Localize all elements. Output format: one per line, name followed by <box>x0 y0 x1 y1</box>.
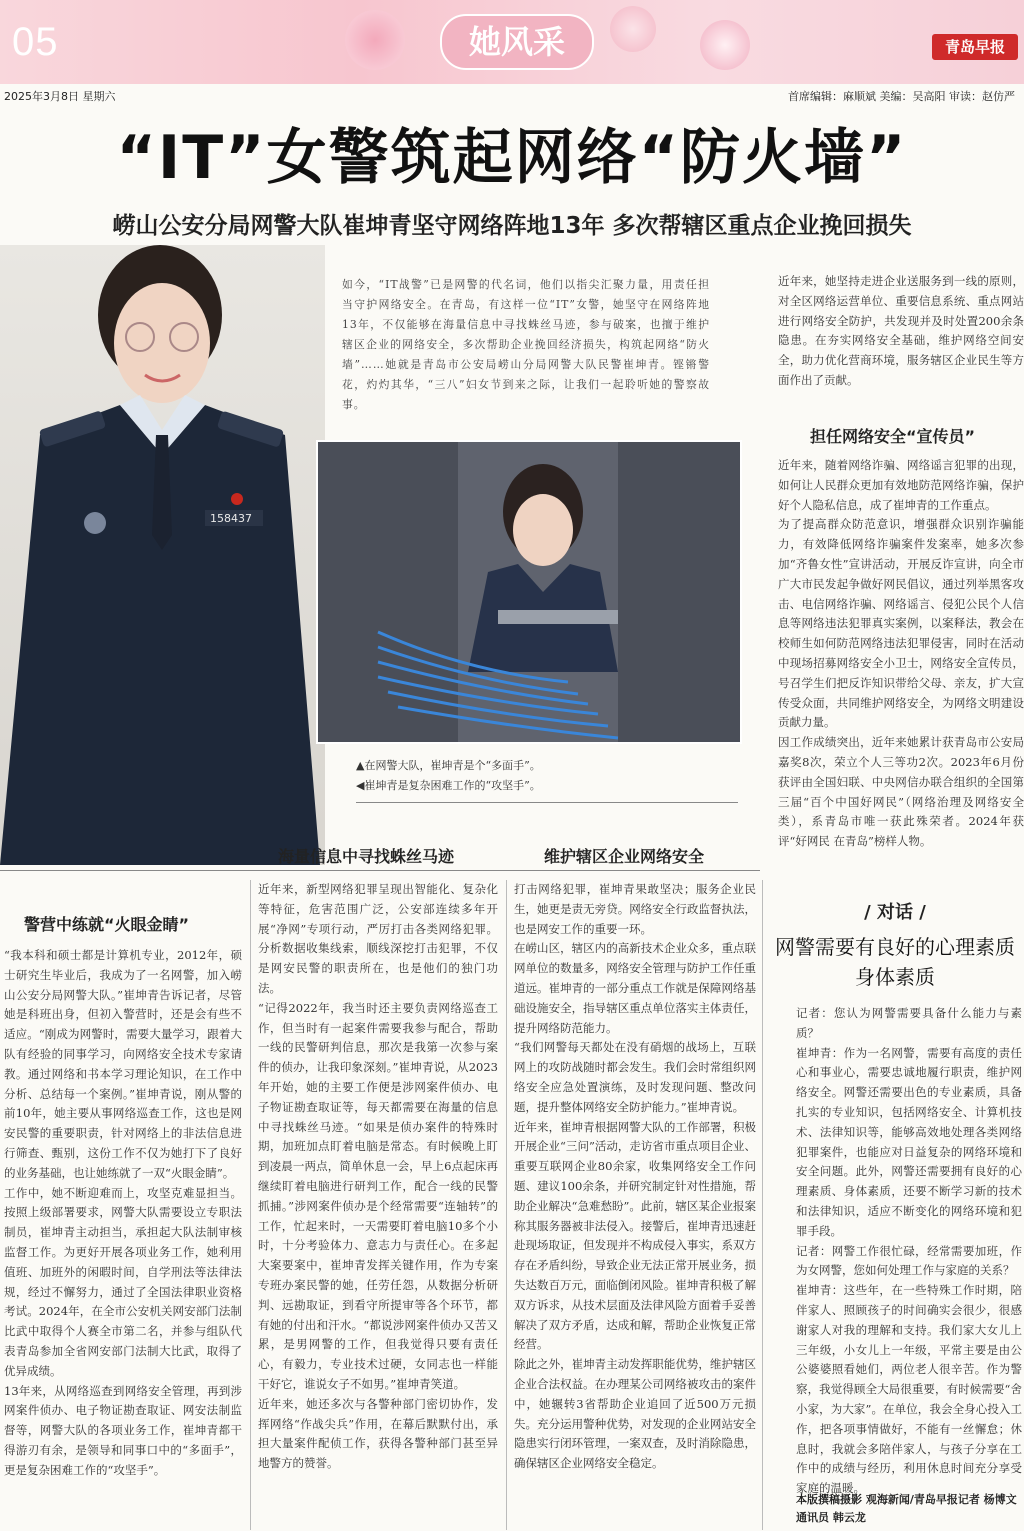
article-subheadline: 崂山公安分局网警大队崔坤青坚守网络阵地13年 多次帮辖区重点企业挽回损失 <box>112 213 912 239</box>
photo-captions <box>356 756 541 796</box>
divider <box>356 802 738 803</box>
article-headline: “IT”女警筑起网络“防火墙” <box>116 123 908 193</box>
issue-date: 2025年3月8日 星期六 <box>4 90 116 103</box>
section-heading: 维护辖区企业网络安全 <box>544 847 705 866</box>
page-banner <box>0 0 1024 84</box>
col1-text: “我本科和硕士都是计算机专业，2012年，硕士研究生毕业后，我成为了一名网警，加入崂山公安分局网警大队。”崔坤青告诉记者，尽管她是科班出身，但初入警营时，还是会有些不适应。“刚成为网警时，需要大量学习，跟着大队有经验的同事学习，向网络安全技术专家请教。通过网络和书本学习理论知识，在工作中分析、总结每一个案例。”崔坤青说，刚从警的前10年，她主要从事网络巡查工作，这也是网安民警的重要职责，针对网络上的非法信息进行筛查、甄别，这份工作不仅为她打下了良好的业务基础，也让她练就了一双“火眼金睛”。 工作中，她不断迎难而上，攻坚克难显担当。按照上级部署要求，网警大队需要设立专职法制员，崔坤青主动担当，承担起大队法制审核监督工作。为更好开展各项业务工作，她利用值班、加班外的闲暇时间，自学刑法等法律法规，经过不懈努力，通过了全国法律职业资格考试。2024年，在全市公安机关网安部门法制比武中取得个人赛全市第二名，并参与组队代表青岛参加全省网安部门法制大比武，取得了优异成绩。 13年来，从网络巡查到网络安全管理，再到涉网案件侦办、电子物证勘查取证、网安法制监督等，网警大队的各项业务工作，崔坤青都干得游刃有余，是领导和同事口中的“多面手”，更是复杂困难工作的“攻坚手”。 <box>4 948 242 1477</box>
dialogue-title: 网警需要有良好的心理素质身体素质 <box>775 935 1015 989</box>
editors-line: 首席编辑：麻顺斌 美编：吴高阳 审读：赵仿严 <box>788 90 1015 103</box>
section-heading: 警营中练就“火眼金睛” <box>24 915 190 934</box>
divider <box>0 870 760 871</box>
section-heading: 海量信息中寻找蛛丝马迹 <box>278 847 455 866</box>
dialogue-label: / 对话 / <box>864 902 926 923</box>
col4-mid-text: 近年来，随着网络诈骗、网络谣言犯罪的出现，如何让人民群众更加有效地防范网络诈骗，保护好个人隐私信息，成了崔坤青的工作重点。 为了提高群众防范意识，增强群众识别诈骗能力，有效降低网络诈骗案件发案率，她多次参加“齐鲁女性”宣讲活动，开展反诈宣讲，向全市广大市民发起争做好网民倡议，通过列举黑客攻击、电信网络诈骗、网络谣言、侵犯公民个人信息等网络违法犯罪真实案例，以案释法，教会在校师生如何防范网络违法犯罪侵害，同时在活动中现场招募网络安全小卫士，网络安全宣传员，号召学生们把反诈知识带给父母、亲友，扩大宣传受众面，共同维护网络安全，为网络文明建设贡献力量。 因工作成绩突出，近年来她累计获青岛市公安局嘉奖8次，荣立个人三等功2次。2023年6月份获评由全国妇联、中央网信办联合组织的全国第三届“百个中国好网民”（网络治理及网络安全类），系青岛市唯一获此殊荣者。2024年获评“好网民 在青岛”榜样人物。 <box>778 458 1024 849</box>
col3-text: 打击网络犯罪，崔坤青果敢坚决；服务企业民生，她更是责无旁贷。网络安全行政监督执法，也是网安工作的重要一环。 在崂山区，辖区内的高新技术企业众多，重点联网单位的数量多，网络安全管理与防护工作任重道远。崔坤青的一部分重点工作就是保障网络基础设施安全，指导辖区重点单位落实主体责任，提升网络防范能力。 “我们网警每天都处在没有硝烟的战场上，互联网上的攻防战随时都会发生。我们会时常组织网络安全应急处置演练，及时发现问题、整改问题，提升整体网络安全防护能力。”崔坤青说。 近年来，崔坤青根据网警大队的工作部署，积极开展企业“三问”活动，走访省市重点项目企业、重要互联网企业80余家，收集网络安全工作问题、建议100余条，并研究制定针对性措施，帮助企业解决“急难愁盼”。此前，辖区某企业报案称其服务器被非法侵入。接警后，崔坤青迅速赶赴现场取证，但发现并不构成侵入事实，系双方存在矛盾纠纷，导致企业无法正常开展业务，损失达数百万元，面临倒闭风险。崔坤青积极了解双方诉求，从技术层面及法律风险方面着手妥善解决了双方矛盾，达成和解，帮助企业恢复正常经营。 除此之外，崔坤青主动发挥职能优势，维护辖区企业合法权益。在办理某公司网络被攻击的案件中，她辗转3省帮助企业追回了近500万元损失。充分运用警种优势，对发现的企业网站安全隐患实行闭环管理，一案双查，及时消除隐患，确保辖区企业网络安全稳定。 <box>514 882 756 1471</box>
dialogue-text: 记者：您认为网警需要具备什么能力与素质？ 崔坤青：作为一名网警，需要有高度的责任心和事业心，需要忠诚地履行职责，维护网络安全。网警还需要出色的专业素质，具备扎实的专业知识，包括网络安全、计算机技术、法律知识等，能够高效地处理各类网络犯罪案件，也能应对日益复杂的网络环境和安全问题。此外，网警还需要拥有良好的心理素质、身体素质，还要不断学习新的技术和法律知识，适应不断变化的网络环境和犯罪手段。 记者：网警工作很忙碌，经常需要加班，作为女网警，您如何处理工作与家庭的关系？ 崔坤青：这些年，在一些特殊工作时期，陪伴家人、照顾孩子的时间确实会很少，很感谢家人对我的理解和支持。我们家大女儿上三年级，小女儿上一年级，平常主要是由公公婆婆照看她们，两位老人很辛苦。作为警察，我觉得顾全大局很重要，有时候需要“舍小家，为大家”。在单位，我会全身心投入工作，把各项事情做好，不能有一丝懈怠；休息时，我就会多陪伴家人，与孩子分享在工作中的成绩与经历，利用休息时间充分享受家庭的温暖。 <box>796 1006 1022 1496</box>
newspaper-logo: 青岛早报 <box>932 34 1018 60</box>
flower-decoration <box>345 10 405 70</box>
section-heading: 担任网络安全“宣传员” <box>810 427 976 446</box>
balloon-decoration <box>700 20 750 70</box>
server-room-illustration <box>318 442 740 742</box>
credit-line: 本版撰稿摄影 观海新闻/青岛早报记者 杨博文 通讯员 韩云龙 <box>796 1493 1017 1524</box>
col2-text: 近年来，新型网络犯罪呈现出智能化、复杂化等特征，危害范围广泛，公安部连续多年开展“净网”专项行动，严厉打击各类网络犯罪。分析数据收集线索，顺线深挖打击犯罪，不仅是网安民警的职责所在，也是他们的独门功法。 “记得2022年，我当时还主要负责网络巡查工作，但当时有一起案件需要我参与配合，帮助一线的民警研判信息，那次是我第一次参与案件的侦办，让我印象深刻。”崔坤青说，从2023年开始，她的主要工作便是涉网案件侦办、电子物证勘查取证等，每天都需要在海量的信息中寻找蛛丝马迹。“如果是侦办案件的特殊时期，加班加点盯着电脑是常态。有时候晚上盯到凌晨一两点，简单休息一会，早上6点起床再继续盯着电脑进行研判工作，配合一线的民警抓捕。”涉网案件侦办是个经常需要“连轴转”的工作，忙起来时，一天需要盯着电脑10多个小时，十分考验体力、意志力与责任心。在多起大案要案中，崔坤青发挥关键作用，作为专案专班办案民警的她，任劳任怨，从数据分析研判、远勘取证，到看守所提审等各个环节，都有她的付出和汗水。“都说涉网案件侦办又苦又累，是男网警的工作，但我觉得只要有责任心，有毅力，专业技术过硬，女同志也一样能干好它，谁说女子不如男。”崔坤青笑道。 近年来，她还多次与各警种部门密切协作，发挥网络“作战尖兵”作用，在幕后默默付出，承担大量案件配侦工作，获得各警种部门甚至异地警方的赞誉。 <box>258 882 498 1471</box>
server-room-photo <box>316 440 742 744</box>
col4-top-text: 近年来，她坚持走进企业送服务到一线的原则，对全区网络运营单位、重要信息系统、重点网站进行网络安全防护，共发现并及时处置200余条隐患。在夯实网络安全基础，维护网络空间安全，助力优化营商环境，服务辖区企业民生等方面作出了贡献。 <box>778 274 1024 387</box>
balloon-decoration <box>610 6 656 52</box>
caption-line: ◀崔坤青是复杂困难工作的“攻坚手”。 <box>356 779 541 792</box>
lead-paragraph: 如今，“IT战警”已是网警的代名词，他们以指尖汇聚力量，用责任担当守护网络安全。在青岛，有这样一位“IT”女警，她坚守在网络阵地13年，不仅能够在海量信息中寻找蛛丝马迹，参与破案，也擅于维护辖区企业的网络安全，多次帮助企业挽回经济损失，构筑起网络“防火墙”……她就是青岛市公安局崂山分局网警大队民警崔坤青。铿锵警花，灼灼其华，“三八”妇女节到来之际，让我们一起聆听她的警察故事。 <box>342 278 710 411</box>
column-divider <box>506 880 507 1530</box>
officer-portrait-photo <box>0 245 325 865</box>
section-title: 她风采 <box>440 14 594 70</box>
caption-line: ▲在网警大队，崔坤青是个“多面手”。 <box>356 759 541 772</box>
page-number: 05 <box>12 20 59 64</box>
column-divider <box>250 880 251 1530</box>
officer-illustration <box>0 245 325 865</box>
column-divider <box>762 880 763 1530</box>
badge-number: 158437 <box>210 512 252 525</box>
